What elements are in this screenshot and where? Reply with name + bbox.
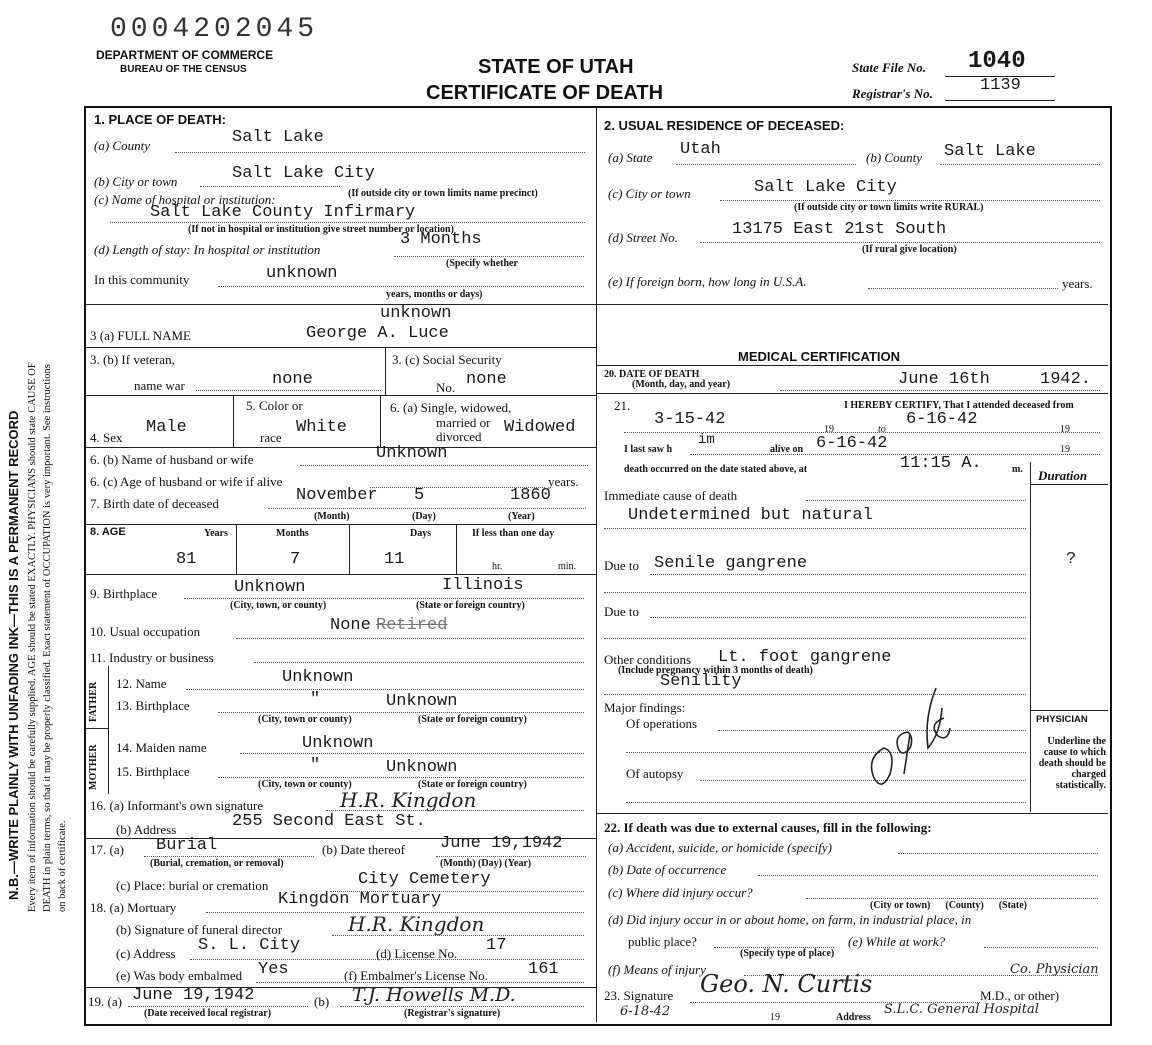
place-county-line [175, 152, 585, 153]
registrar-sig-note: (Registrar's signature) [404, 1008, 501, 1019]
age-years-label: Years [204, 528, 228, 539]
side-note-instructions-3: on back of certificate. [57, 820, 68, 912]
due-to-2-label: Due to [604, 604, 640, 619]
last-saw-line [690, 454, 1100, 455]
race-label: race [260, 430, 282, 445]
full-name-label: 3 (a) FULL NAME [90, 328, 191, 343]
physician-title: Co. Physician [1010, 962, 1099, 977]
age-days-label: Days [410, 528, 432, 539]
marital[interactable]: Widowed [504, 418, 576, 437]
sex-label: 4. Sex [90, 430, 123, 445]
major-findings-label: Major findings: [604, 700, 686, 715]
sex-row-bottom [86, 447, 596, 448]
age-div-3 [456, 524, 457, 574]
due-to-label: Due to [604, 558, 640, 573]
age-years[interactable]: 81 [176, 550, 197, 569]
mother-state-note: (State or foreign country) [418, 779, 527, 790]
department-label: DEPARTMENT OF COMMERCE [96, 48, 274, 62]
other-conditions-2[interactable]: Senility [660, 672, 742, 691]
place-stay-line [394, 256, 584, 257]
informant-signature[interactable]: H.R. Kingdon [340, 788, 477, 812]
veteran-divider [385, 347, 386, 395]
age-row-bottom [86, 574, 596, 575]
residence-county-label: (b) County [866, 150, 922, 165]
alive-on[interactable]: 6-16-42 [816, 434, 888, 453]
occupation[interactable]: None [330, 616, 371, 635]
other-conditions-note: (Include pregnancy within 3 months of death) [618, 665, 813, 676]
place-community[interactable]: unknown [266, 264, 338, 283]
residence-street-label: (d) Street No. [608, 230, 678, 245]
ss-no-label: No. [436, 380, 456, 395]
embalmed[interactable]: Yes [258, 960, 289, 979]
birthplace-city-note: (City, town, or county) [230, 600, 327, 611]
mortuary-address[interactable]: S. L. City [198, 936, 301, 955]
birth-label: 7. Birth date of deceased [90, 496, 219, 511]
signature-label: 23. Signature [604, 988, 674, 1003]
last-saw-label: I last saw h [624, 444, 673, 455]
father-state-note: (State or foreign country) [418, 714, 527, 725]
mother-ditto: " [310, 756, 321, 775]
attended-from[interactable]: 3-15-42 [654, 410, 726, 429]
dod-line [780, 390, 1100, 391]
registrar-signature[interactable]: T.J. Howells M.D. [352, 984, 516, 1006]
immediate-line-1 [806, 500, 1026, 501]
ss-label: 3. (c) Social Security [392, 352, 502, 367]
registrar-number: 1139 [980, 76, 1021, 95]
residence-rural-note: (If rural give location) [862, 244, 957, 255]
registrar-date[interactable]: June 19,1942 [132, 986, 255, 1005]
external-specify-note: (Specify type of place) [740, 948, 835, 959]
state-file-label: State File No. [852, 60, 927, 75]
external-c-line [806, 898, 1098, 899]
place-heading: 1. PLACE OF DEATH: [94, 112, 226, 127]
residence-city-line [720, 200, 1100, 201]
date-of-death[interactable]: June 16th [898, 370, 990, 389]
autopsy-line-2 [626, 802, 1026, 803]
father-birthplace[interactable]: Unknown [386, 692, 458, 711]
age-row-top [86, 524, 596, 525]
side-note-instructions-1: Every item of information should be carefully supplied. AGE should be stated EXACTLY. PHYSICIANS should state CAUSE OF [27, 362, 38, 912]
place-ymd-note: years, months or days) [386, 289, 483, 300]
burial-line [144, 856, 314, 857]
residence-city[interactable]: Salt Lake City [754, 178, 897, 197]
place-specify-note: (Specify whether [446, 258, 518, 269]
physician-address[interactable]: S.L.C. General Hospital [884, 1002, 1039, 1017]
informant-address[interactable]: 255 Second East St. [232, 812, 426, 831]
certificate-title: CERTIFICATE OF DEATH [426, 82, 664, 104]
date-of-death-year[interactable]: 1942. [1040, 370, 1092, 389]
due-to-line-2 [604, 592, 1026, 593]
burial-mdy-note: (Month) (Day) (Year) [440, 858, 532, 869]
due-to-2-line-b [604, 638, 1026, 639]
mortuary-addr-label: (c) Address [116, 946, 176, 961]
cert-label: 21. [614, 398, 631, 413]
registrar-date-note: (Date received local registrar) [144, 1008, 272, 1019]
place-city-line [200, 186, 340, 187]
medical-heading-bottom [596, 365, 1108, 366]
mother-birthplace-line [218, 777, 584, 778]
death-occ-label: death occurred on the date stated above, at [624, 464, 808, 475]
occupation-line [236, 638, 584, 639]
residence-street[interactable]: 13175 East 21st South [732, 220, 947, 239]
residence-county-line [940, 164, 1100, 165]
place-county[interactable]: Salt Lake [232, 128, 324, 147]
registrar-label: 19. (a) [88, 994, 122, 1009]
place-county-label: (a) County [94, 138, 150, 153]
informant-addr-label: (b) Address [116, 822, 177, 837]
side-note-instructions-2: DEATH in plain terms, so that it may be properly classified. Exact statement of OCCUPATION is very important. See instructions [42, 364, 53, 912]
birthplace-label: 9. Birthplace [90, 586, 158, 601]
bureau-label: BUREAU OF THE CENSUS [120, 64, 247, 75]
registrar-sig-line [340, 1006, 584, 1007]
informant-sig-line [326, 810, 584, 811]
residence-city-note: (If outside city or town limits write RURAL) [794, 202, 984, 213]
state-title: STATE OF UTAH [478, 56, 634, 78]
place-hospital-line [110, 222, 585, 223]
place-city[interactable]: Salt Lake City [232, 164, 375, 183]
place-city-label: (b) City or town [94, 174, 178, 189]
embalmer-license-label: (f) Embalmer's License No. [344, 968, 488, 983]
birth-month[interactable]: November [296, 486, 378, 505]
veteran-row-bottom [86, 395, 596, 396]
veteran-war[interactable]: none [272, 370, 313, 389]
residence-state-line [676, 164, 856, 165]
external-b-label: (b) Date of occurrence [608, 862, 727, 877]
place-community-line [218, 286, 584, 287]
external-f-label: (f) Means of injury [608, 962, 706, 977]
residence-foreign-line [868, 288, 1058, 289]
funeral-director-line [332, 935, 584, 936]
external-d-label: (d) Did injury occur in or about home, on farm, in industrial place, in [608, 912, 972, 927]
md-label: M.D., or other) [980, 988, 1060, 1003]
birthplace-state-note: (State or foreign country) [416, 600, 525, 611]
time-of-death[interactable]: 11:15 A. [900, 454, 982, 473]
marital-label-2: married or [436, 415, 491, 430]
operations-line-2 [626, 752, 1026, 753]
sex[interactable]: Male [146, 418, 187, 437]
signature-19: 19 [770, 1012, 780, 1023]
burial-date-line [436, 856, 586, 857]
age-months-label: Months [276, 528, 309, 539]
race[interactable]: White [296, 418, 348, 437]
residence-heading: 2. USUAL RESIDENCE OF DECEASED: [604, 118, 845, 133]
birth-day-note: (Day) [412, 511, 436, 522]
birth-line [268, 508, 586, 509]
birthplace-state[interactable]: Illinois [442, 576, 524, 595]
due-to-line [650, 574, 1026, 575]
veteran-line [196, 390, 381, 391]
veteran-war-label: name war [134, 378, 185, 393]
marital-label-3: divorced [436, 429, 482, 444]
birth-year[interactable]: 1860 [510, 486, 551, 505]
father-ditto: " [310, 690, 321, 709]
registrar-date-line [128, 1006, 308, 1007]
name-above: unknown [380, 304, 452, 323]
findings-scribble [856, 668, 966, 788]
burial-place[interactable]: City Cemetery [358, 870, 491, 889]
place-hospital[interactable]: Salt Lake County Infirmary [150, 203, 416, 222]
immediate-line-2 [604, 528, 1026, 529]
embalmed-label: (e) Was body embalmed [116, 968, 243, 983]
time-m-label: m. [1012, 464, 1023, 475]
attended-from-19: 19 [824, 424, 834, 435]
sex-divider [233, 395, 234, 447]
father-birthplace-line [218, 712, 584, 713]
birth-day[interactable]: 5 [414, 486, 425, 505]
spouse-line [300, 465, 588, 466]
duration-label: Duration [1038, 468, 1088, 483]
state-file-number: 1040 [968, 48, 1026, 75]
side-note-permanent-record: N.B.—WRITE PLAINLY WITH UNFADING INK—THIS IS A PERMANENT RECORD [6, 410, 21, 900]
birthplace-city[interactable]: Unknown [234, 578, 306, 597]
father-birthplace-label: 13. Birthplace [116, 698, 190, 713]
due-to[interactable]: Senile gangrene [654, 554, 808, 573]
external-b-line [758, 875, 1098, 876]
registrar-b-label: (b) [314, 994, 330, 1009]
full-name[interactable]: George A. Luce [306, 324, 449, 343]
mother-birthplace-label: 15. Birthplace [116, 764, 190, 779]
external-loc-note: (City or town) (County) (State) [870, 900, 1028, 911]
residence-state[interactable]: Utah [680, 140, 721, 159]
mortuary-addr-line [190, 959, 584, 960]
external-a-label: (a) Accident, suicide, or homicide (specify) [608, 840, 832, 855]
burial-date[interactable]: June 19,1942 [440, 834, 563, 853]
residence-years-label: years. [1062, 276, 1093, 291]
cert-text: I HEREBY CERTIFY, That I attended deceased from [844, 400, 1074, 411]
industry-label: 11. Industry or business [90, 650, 214, 665]
ss-value[interactable]: none [466, 370, 507, 389]
external-a-line [898, 853, 1098, 854]
veteran-label: 3. (b) If veteran, [90, 352, 175, 367]
spouse[interactable]: Unknown [376, 444, 448, 463]
age-div-2 [349, 524, 350, 574]
underline-note: Underline the cause to which death should be charged statistically. [1038, 736, 1106, 791]
external-heading: 22. If death was due to external causes, fill in the following: [604, 820, 932, 835]
age-div-1 [236, 524, 237, 574]
mortuary[interactable]: Kingdon Mortuary [278, 890, 442, 909]
other-conditions-label: Other conditions [604, 652, 692, 667]
section1-bottom [86, 304, 1108, 305]
registrar-number-label: Registrar's No. [852, 86, 933, 101]
residence-city-label: (c) City or town [608, 186, 691, 201]
external-c-label: (c) Where did injury occur? [608, 885, 753, 900]
father-side-label: FATHER [88, 681, 99, 722]
birthplace-line [184, 598, 584, 599]
birth-month-note: (Month) [314, 511, 350, 522]
spouse-label: 6. (b) Name of husband or wife [90, 452, 254, 467]
mother-maiden[interactable]: Unknown [302, 734, 374, 753]
age-days[interactable]: 11 [384, 550, 405, 569]
place-stay-label: (d) Length of stay: In hospital or institution [94, 242, 321, 257]
funeral-director-label: (b) Signature of funeral director [116, 922, 283, 937]
duration-divider [1030, 462, 1031, 812]
mother-maiden-label: 14. Maiden name [116, 740, 207, 755]
mortuary-label: 18. (a) Mortuary [90, 900, 177, 915]
mother-side-label: MOTHER [88, 744, 99, 790]
mother-maiden-line [240, 753, 584, 754]
external-e-label: (e) While at work? [848, 934, 946, 949]
place-community-label: In this community [94, 272, 190, 287]
industry-line [254, 662, 584, 663]
residence-county[interactable]: Salt Lake [944, 142, 1036, 161]
immediate-cause-label: Immediate cause of death [604, 488, 738, 503]
burial-place-label: (c) Place: burial or cremation [116, 878, 269, 893]
mother-birthplace[interactable]: Unknown [386, 758, 458, 777]
age-months[interactable]: 7 [290, 550, 301, 569]
dod-note: (Month, day, and year) [632, 379, 731, 390]
place-stay[interactable]: 3 Months [400, 230, 482, 249]
alive-on-19: 19 [1060, 444, 1070, 455]
father-name-label: 12. Name [116, 676, 167, 691]
last-saw-him: im [698, 432, 715, 448]
father-city-note: (City, town or county) [258, 714, 352, 725]
license-label: (d) License No. [376, 946, 458, 961]
marital-label: 6. (a) Single, widowed, [390, 400, 512, 415]
attended-line [624, 432, 1100, 433]
external-e-line [984, 947, 1098, 948]
occupation-struck: Retired [376, 616, 448, 635]
center-divider [596, 108, 597, 1022]
place-hospital-note: (If not in hospital or institution give street number or location) [188, 224, 454, 235]
father-name-line [186, 689, 584, 690]
duration-line [1030, 484, 1108, 485]
residence-street-line [700, 242, 1100, 243]
registrar-line [945, 100, 1055, 101]
mother-city-note: (City, town or county) [258, 779, 352, 790]
operations-label: Of operations [626, 716, 698, 731]
external-public-label: public place? [628, 934, 697, 949]
age-less-label: If less than one day [472, 528, 555, 539]
attended-to[interactable]: 6-16-42 [906, 410, 978, 429]
physician-box-top [1030, 710, 1108, 711]
birth-year-note: (Year) [508, 511, 535, 522]
burial-note: (Burial, cremation, or removal) [150, 858, 284, 869]
signature-date[interactable]: 6-18-42 [620, 1004, 671, 1019]
burial-date-label: (b) Date thereof [322, 842, 406, 857]
funeral-director-signature[interactable]: H.R. Kingdon [348, 912, 485, 936]
race-divider [380, 395, 381, 447]
burial[interactable]: Burial [156, 836, 218, 855]
immediate-cause[interactable]: Undetermined but natural [628, 506, 873, 525]
color-label: 5. Color or [246, 398, 303, 413]
due-to-duration[interactable]: ? [1066, 550, 1077, 569]
other-conditions[interactable]: Lt. foot gangrene [718, 648, 892, 667]
burial-label: 17. (a) [90, 842, 124, 857]
name-row-bottom [86, 347, 596, 348]
license-number[interactable]: 17 [486, 936, 507, 955]
residence-foreign-label: (e) If foreign born, how long in U.S.A. [608, 274, 807, 289]
attended-to-label: to [878, 424, 886, 435]
residence-state-label: (a) State [608, 150, 653, 165]
medical-dod-bottom [596, 393, 1108, 394]
alive-on-label: alive on [770, 444, 804, 455]
age-min-label: min. [558, 561, 577, 572]
autopsy-label: Of autopsy [626, 766, 684, 781]
parents-mid [86, 728, 108, 729]
embalmed-line [256, 982, 584, 983]
father-name[interactable]: Unknown [282, 668, 354, 687]
attended-to-19: 19 [1060, 424, 1070, 435]
due-to-2-line [650, 617, 1026, 618]
age-label: 8. AGE [90, 526, 126, 538]
parents-divider [108, 666, 109, 794]
medical-heading: MEDICAL CERTIFICATION [738, 349, 901, 364]
occupation-label: 10. Usual occupation [90, 624, 201, 639]
informant-sig-label: 16. (a) Informant's own signature [90, 798, 264, 813]
place-city-note: (If outside city or town limits name precinct) [348, 188, 538, 199]
physician-signature[interactable]: Geo. N. Curtis [700, 970, 873, 998]
place-hospital-label: (c) Name of hospital or institution: [94, 192, 276, 207]
spouse-age-years: years. [548, 474, 579, 489]
external-top [596, 813, 1108, 814]
serial-number: 0004202045 [110, 14, 319, 45]
spouse-age-label: 6. (c) Age of husband or wife if alive [90, 474, 283, 489]
embalmer-license[interactable]: 161 [528, 960, 559, 979]
address-label: Address [836, 1012, 871, 1023]
dod-label: 20. DATE OF DEATH [604, 369, 700, 380]
physician-label: PHYSICIAN [1036, 714, 1088, 725]
age-hr-label: hr. [492, 561, 503, 572]
